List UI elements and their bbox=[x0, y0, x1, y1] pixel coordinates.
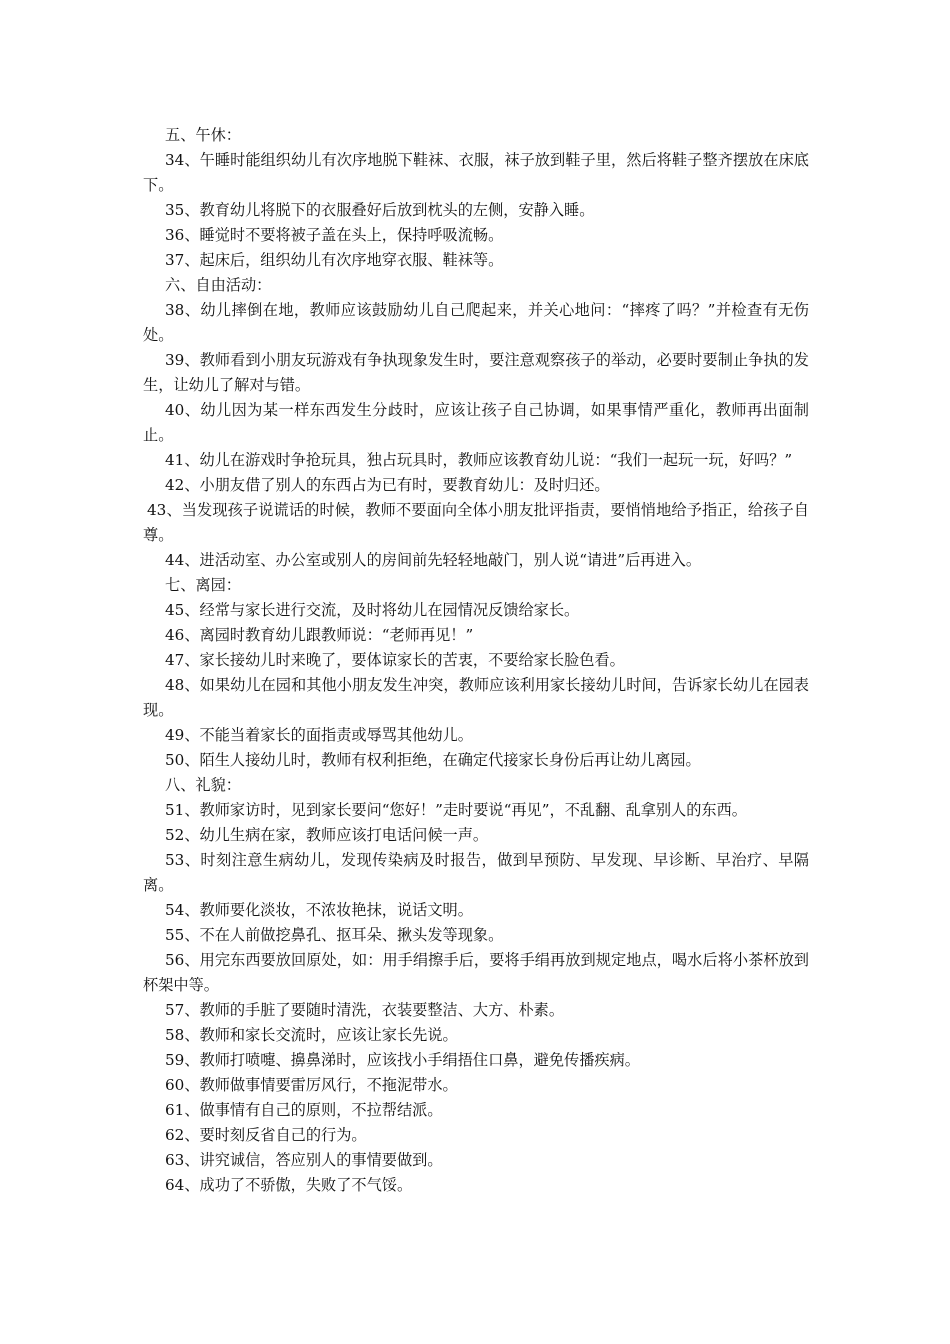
list-item: 63、讲究诚信，答应别人的事情要做到。 bbox=[165, 1151, 443, 1169]
list-item: 45、经常与家长进行交流，及时将幼儿在园情况反馈给家长。 bbox=[165, 601, 580, 619]
list-item: 51、教师家访时，见到家长要问“您好！”走时要说“再见”，不乱翻、乱拿别人的东西。 bbox=[165, 801, 747, 819]
list-item: 60、教师做事情要雷厉风行，不拖泥带水。 bbox=[165, 1076, 458, 1094]
list-item: 56、用完东西要放回原处，如：用手绢擦手后，要将手绢再放到规定地点，喝水后将小茶杯放到杯架中等。 bbox=[143, 951, 809, 994]
list-item: 49、不能当着家长的面指责或辱骂其他幼儿。 bbox=[165, 726, 473, 744]
list-item: 48、如果幼儿在园和其他小朋友发生冲突，教师应该利用家长接幼儿时间，告诉家长幼儿在园表现。 bbox=[143, 676, 809, 719]
list-item: 50、陌生人接幼儿时，教师有权利拒绝，在确定代接家长身份后再让幼儿离园。 bbox=[165, 751, 701, 769]
list-item: 57、教师的手脏了要随时清洗，衣装要整洁、大方、朴素。 bbox=[165, 1001, 565, 1019]
list-item: 62、要时刻反省自己的行为。 bbox=[165, 1126, 367, 1144]
list-item: 61、做事情有自己的原则，不拉帮结派。 bbox=[165, 1101, 443, 1119]
list-item: 37、起床后，组织幼儿有次序地穿衣服、鞋袜等。 bbox=[165, 251, 504, 269]
list-item: 34、午睡时能组织幼儿有次序地脱下鞋袜、衣服，袜子放到鞋子里，然后将鞋子整齐摆放在床底下。 bbox=[143, 151, 809, 194]
list-item: 54、教师要化淡妆，不浓妆艳抹，说话文明。 bbox=[165, 901, 473, 919]
list-item: 42、小朋友借了别人的东西占为已有时，要教育幼儿：及时归还。 bbox=[165, 476, 610, 494]
section-heading: 六、自由活动： bbox=[165, 276, 272, 294]
list-item: 47、家长接幼儿时来晚了，要体谅家长的苦衷，不要给家长脸色看。 bbox=[165, 651, 625, 669]
list-item: 53、时刻注意生病幼儿，发现传染病及时报告，做到早预防、早发现、早诊断、早治疗、早隔离。 bbox=[143, 851, 809, 894]
list-item: 41、幼儿在游戏时争抢玩具，独占玩具时，教师应该教育幼儿说：“我们一起玩一玩，好吗？” bbox=[165, 451, 793, 469]
list-item: 55、不在人前做挖鼻孔、抠耳朵、揪头发等现象。 bbox=[165, 926, 504, 944]
list-item: 46、离园时教育幼儿跟教师说：“老师再见！” bbox=[165, 626, 474, 644]
section-heading: 五、午休： bbox=[165, 126, 241, 144]
list-item: 38、幼儿摔倒在地，教师应该鼓励幼儿自己爬起来，并关心地问：“摔疼了吗？”并检查有无伤处。 bbox=[143, 301, 809, 344]
document-body bbox=[143, 123, 809, 1198]
list-item: 59、教师打喷嚏、擤鼻涕时，应该找小手绢捂住口鼻，避免传播疾病。 bbox=[165, 1051, 640, 1069]
list-item: 44、进活动室、办公室或别人的房间前先轻轻地敲门，别人说“请进”后再进入。 bbox=[165, 551, 702, 569]
list-item: 39、教师看到小朋友玩游戏有争执现象发生时，要注意观察孩子的举动，必要时要制止争执的发生，让幼儿了解对与错。 bbox=[143, 351, 809, 394]
list-item: 35、教育幼儿将脱下的衣服叠好后放到枕头的左侧，安静入睡。 bbox=[165, 201, 595, 219]
list-item: 40、幼儿因为某一样东西发生分歧时，应该让孩子自己协调，如果事情严重化，教师再出面制止。 bbox=[143, 401, 809, 444]
section-heading: 七、离园： bbox=[165, 576, 241, 594]
list-item: 64、成功了不骄傲，失败了不气馁。 bbox=[165, 1176, 413, 1194]
section-heading: 八、礼貌： bbox=[165, 776, 241, 794]
list-item: 52、幼儿生病在家，教师应该打电话问候一声。 bbox=[165, 826, 489, 844]
list-item: 43、当发现孩子说谎话的时候，教师不要面向全体小朋友批评指责，要悄悄地给予指正，给孩子自尊。 bbox=[143, 501, 809, 544]
list-item: 58、教师和家长交流时，应该让家长先说。 bbox=[165, 1026, 458, 1044]
list-item: 36、睡觉时不要将被子盖在头上，保持呼吸流畅。 bbox=[165, 226, 504, 244]
